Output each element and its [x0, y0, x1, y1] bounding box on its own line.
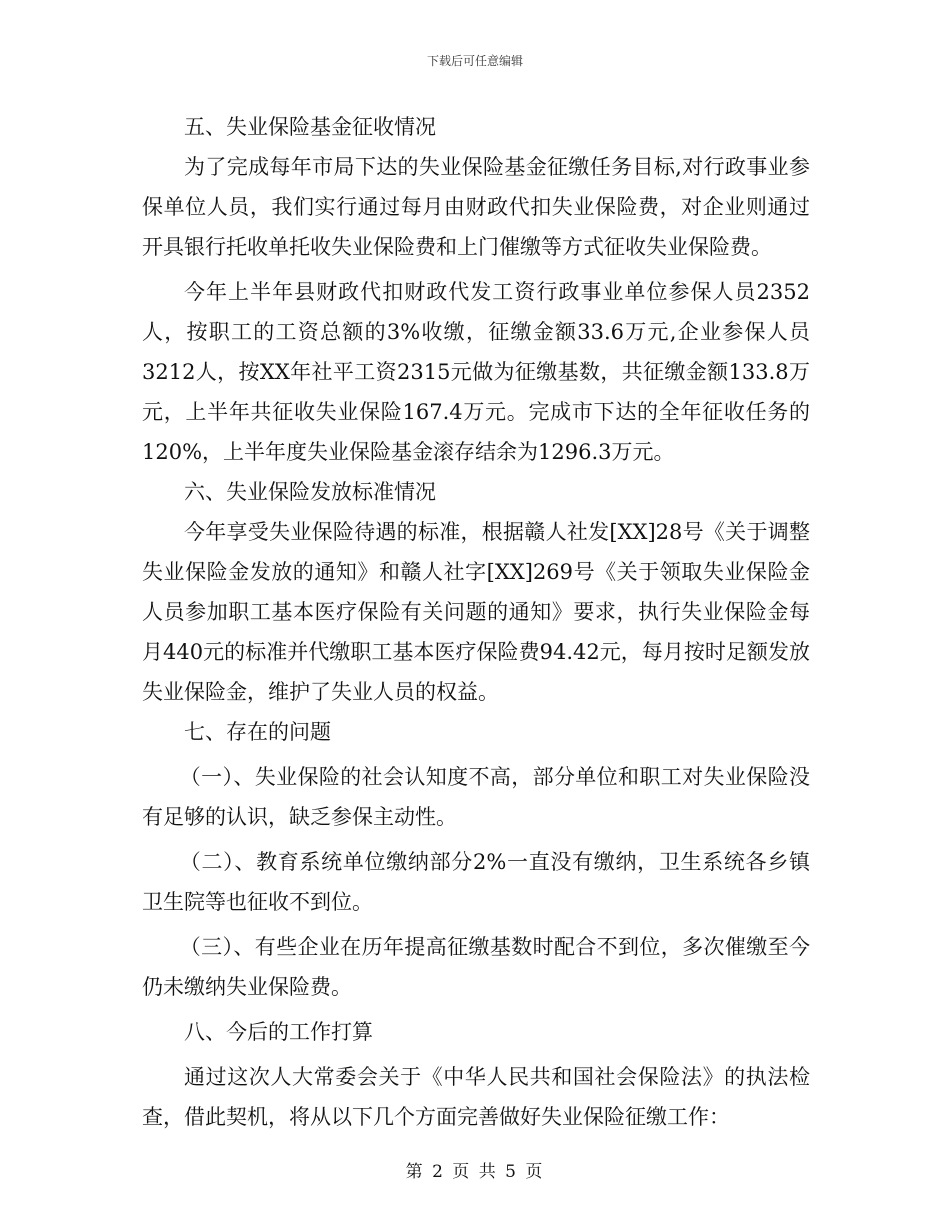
section-heading-7: 七、存在的问题 — [184, 720, 331, 744]
section-heading-6: 六、失业保险发放标准情况 — [184, 480, 436, 504]
paragraph-benefit-standard: 今年享受失业保险待遇的标准，根据赣人社发[XX]28号《关于调整失业保险金发放的通知》和赣人社字[XX]269号《关于领取失业保险金人员参加职工基本医疗保险有关问题的通知》要求，执行失业保险金每月440元的标准并代缴职工基本医疗保险费94.42元，每月按时足额发放失业保险金，维护了失业人员的权益。 — [142, 520, 810, 704]
paragraph-collection-method: 为了完成每年市局下达的失业保险基金征缴任务目标,对行政事业参保单位人员，我们实行通过每月由财政代扣失业保险费，对企业则通过开具银行托收单托收失业保险费和上门催缴等方式征收失业保险费。 — [142, 155, 810, 259]
page-header: 下载后可任意编辑 — [426, 54, 523, 68]
section-heading-5: 五、失业保险基金征收情况 — [184, 115, 436, 139]
paragraph-future-plan: 通过这次人大常委会关于《中华人民共和国社会保险法》的执法检查，借此契机，将从以下几个方面完善做好失业保险征缴工作： — [142, 1065, 810, 1129]
section-heading-8: 八、今后的工作打算 — [184, 1020, 373, 1044]
problem-item-2: （二）、教育系统单位缴纳部分2%一直没有缴纳，卫生系统各乡镇卫生院等也征收不到位。 — [142, 850, 810, 914]
page-number: 第 2 页 共 5 页 — [405, 1162, 545, 1182]
problem-item-1: （一）、失业保险的社会认知度不高，部分单位和职工对失业保险没有足够的认识，缺乏参保主动性。 — [142, 765, 810, 829]
paragraph-collection-figures: 今年上半年县财政代扣财政代发工资行政事业单位参保人员2352人，按职工的工资总额的3%收缴，征缴金额33.6万元,企业参保人员3212人，按XX年社平工资2315元做为征缴基数，共征缴金额133.8万元，上半年共征收失业保险167.4万元。完成市下达的全年征收任务的120%，上半年度失业保险基金滚存结余为1296.3万元。 — [142, 280, 810, 464]
document-body — [142, 107, 810, 1137]
problem-item-3: （三）、有些企业在历年提高征缴基数时配合不到位，多次催缴至今仍未缴纳失业保险费。 — [142, 935, 810, 999]
